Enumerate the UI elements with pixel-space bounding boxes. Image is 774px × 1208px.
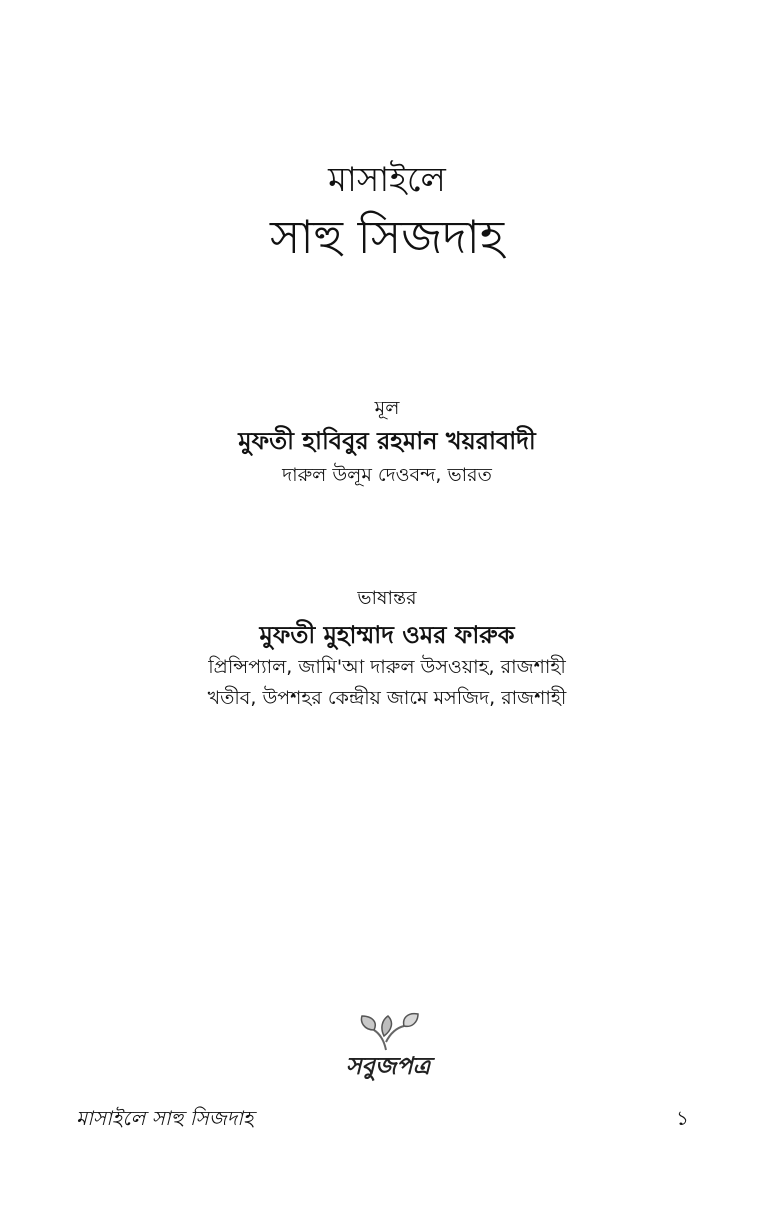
original-label: মূল [374,397,400,419]
author-institution: দারুল উলূম দেওবন্দ, ভারত [282,464,492,486]
publisher-logo-text: সবুজপত্র [345,1051,431,1080]
translator-name: মুফতী মুহাম্মাদ ওমর ফারুক [259,621,515,649]
translation-label: ভাষান্তর [357,587,417,609]
translator-detail-2: খতীব, উপশহর কেন্দ্রীয় জামে মসজিদ, রাজশাহী [207,687,567,709]
publisher-logo [340,1012,436,1084]
book-title: সাহু সিজদাহ [269,210,505,264]
book-subtitle: মাসাইলে [328,160,446,200]
running-title: মাসাইলে সাহু সিজদাহ [76,1106,254,1130]
translator-detail-1: প্রিন্সিপ্যাল, জামি'আ দারুল উসওয়াহ, রাজশাহী [208,656,566,678]
leaf-icon [340,1012,436,1052]
author-name: মুফতী হাবিবুর রহমান খয়রাবাদী [238,427,536,455]
page-number: ১ [676,1106,689,1130]
